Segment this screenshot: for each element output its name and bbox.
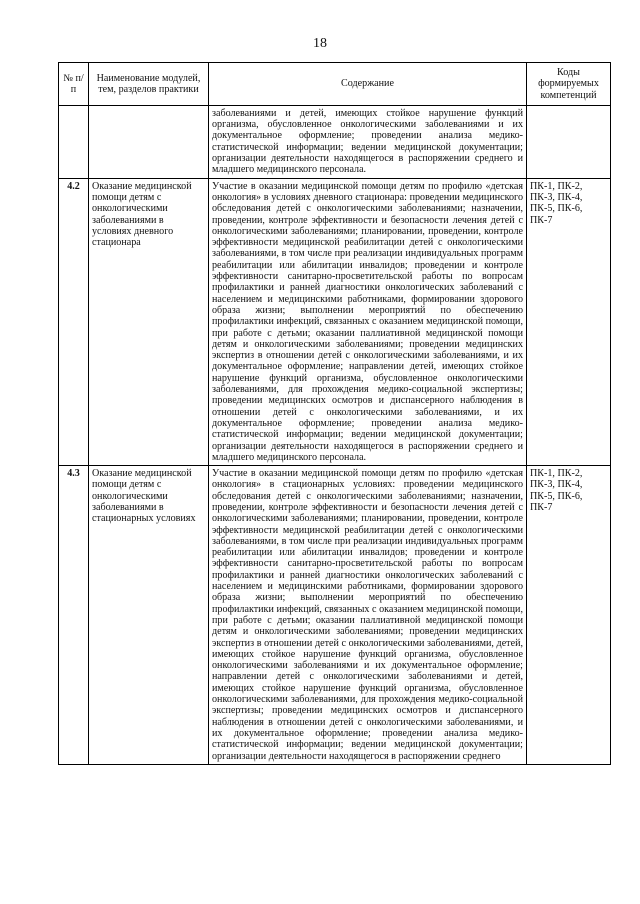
competency-table bbox=[58, 62, 611, 765]
row-name: Оказание медицинской помощи детям с онкологическими заболеваниями в условиях дневного стационара bbox=[89, 178, 209, 465]
row-codes bbox=[527, 105, 611, 178]
header-num: № п/п bbox=[59, 63, 89, 106]
header-name: Наименование модулей, тем, разделов практики bbox=[89, 63, 209, 106]
table-row bbox=[59, 105, 611, 178]
header-content: Содержание bbox=[209, 63, 527, 106]
header-codes: Коды формируемых компетенций bbox=[527, 63, 611, 106]
table-row bbox=[59, 178, 611, 465]
table-header-row bbox=[59, 63, 611, 106]
row-name: Оказание медицинской помощи детям с онкологическими заболеваниями в стационарных условиях bbox=[89, 466, 209, 765]
row-num: 4.3 bbox=[59, 466, 89, 765]
row-num: 4.2 bbox=[59, 178, 89, 465]
page-number: 18 bbox=[313, 36, 327, 51]
table-row bbox=[59, 466, 611, 765]
row-num bbox=[59, 105, 89, 178]
row-name bbox=[89, 105, 209, 178]
row-content: заболеваниями и детей, имеющих стойкое нарушение функций организма, обусловленное онкологическими заболеваниями и их документальное оформление; проведении анализа медико-статистической информации; ведении медицинской документации; организации деятельности находящегося в распоряжении среднего и младшего медицинского персонала. bbox=[209, 105, 527, 178]
row-content: Участие в оказании медицинской помощи детям по профилю «детская онкология» в условиях дневного стационара: проведении медицинского обследования детей с онкологическими заболеваниями; назначении, проведении, контроле эффективности и безопасности лечения детей с онкологическими заболеваниями; планировании, проведении, контроле эффективности медицинской реабилитации детей с онкологическими заболеваниями, в том числе при реализации индивидуальных программ реабилитации или абилитации инвалидов; проведении и контроле эффективности санитарно-просветительской работы по вопросам профилактики и ранней диагностики онкологических заболеваний с населением и медицинскими работниками, формировании здорового образа жизни; выполнении мероприятий по обеспечению профилактики инфекций, связанных с оказанием медицинской помощи, при работе с детьми; оказании паллиативной медицинской помощи детям и онкологическими заболеваниями; проведении медицинских экспертиз в отношении детей с онкологическими заболеваниями, и их документальное оформление; направлении детей, имеющих стойкое нарушение функций организма, обусловленное онкологическими заболеваниями, для прохождения медико-социальной экспертизы; проведении медицинских осмотров и диспансерного наблюдения в отношении детей с онкологическими заболеваниями, и их документальное оформление; проведении анализа медико-статистической информации; ведении медицинской документации; организации деятельности находящегося в распоряжении среднего и младшего медицинского персонала. bbox=[209, 178, 527, 465]
row-content: Участие в оказании медицинской помощи детям по профилю «детская онкология» в стационарных условиях: проведении медицинского обследования детей с онкологическими заболеваниями; назначении, проведении, контроле эффективности и безопасности лечения детей с онкологическими заболеваниями; планировании, проведении, контроле эффективности медицинской реабилитации детей с онкологическими заболеваниями, в том числе при реализации индивидуальных программ реабилитации или абилитации инвалидов; проведении и контроле эффективности санитарно-просветительской работы по вопросам профилактики и ранней диагностики онкологических заболеваний с населением и медицинскими работниками, формировании здорового образа жизни; выполнении мероприятий по обеспечению профилактики инфекций, связанных с оказанием медицинской помощи, при работе с детьми; оказании паллиативной медицинской помощи детям и онкологическими заболеваниями; проведении медицинских экспертиз в отношении детей с онкологическими заболеваниями, детей, имеющих стойкое нарушение функций организма, обусловленное онкологическими заболеваниями и их документальное оформление; направлении детей с онкологическими заболеваниями и детей, имеющих стойкое нарушение функций организма, обусловленное онкологическими заболеваниями, для прохождения медико-социальной экспертизы; проведении медицинских осмотров и диспансерного наблюдения в отношении детей с онкологическими заболеваниями, и их документальное оформление; проведении анализа медико-статистической информации; ведении медицинской документации; организации деятельности находящегося в распоряжении среднего bbox=[209, 466, 527, 765]
row-codes: ПК-1, ПК-2, ПК-3, ПК-4, ПК-5, ПК-6, ПК-7 bbox=[527, 178, 611, 465]
row-codes: ПК-1, ПК-2, ПК-3, ПК-4, ПК-5, ПК-6, ПК-7 bbox=[527, 466, 611, 765]
